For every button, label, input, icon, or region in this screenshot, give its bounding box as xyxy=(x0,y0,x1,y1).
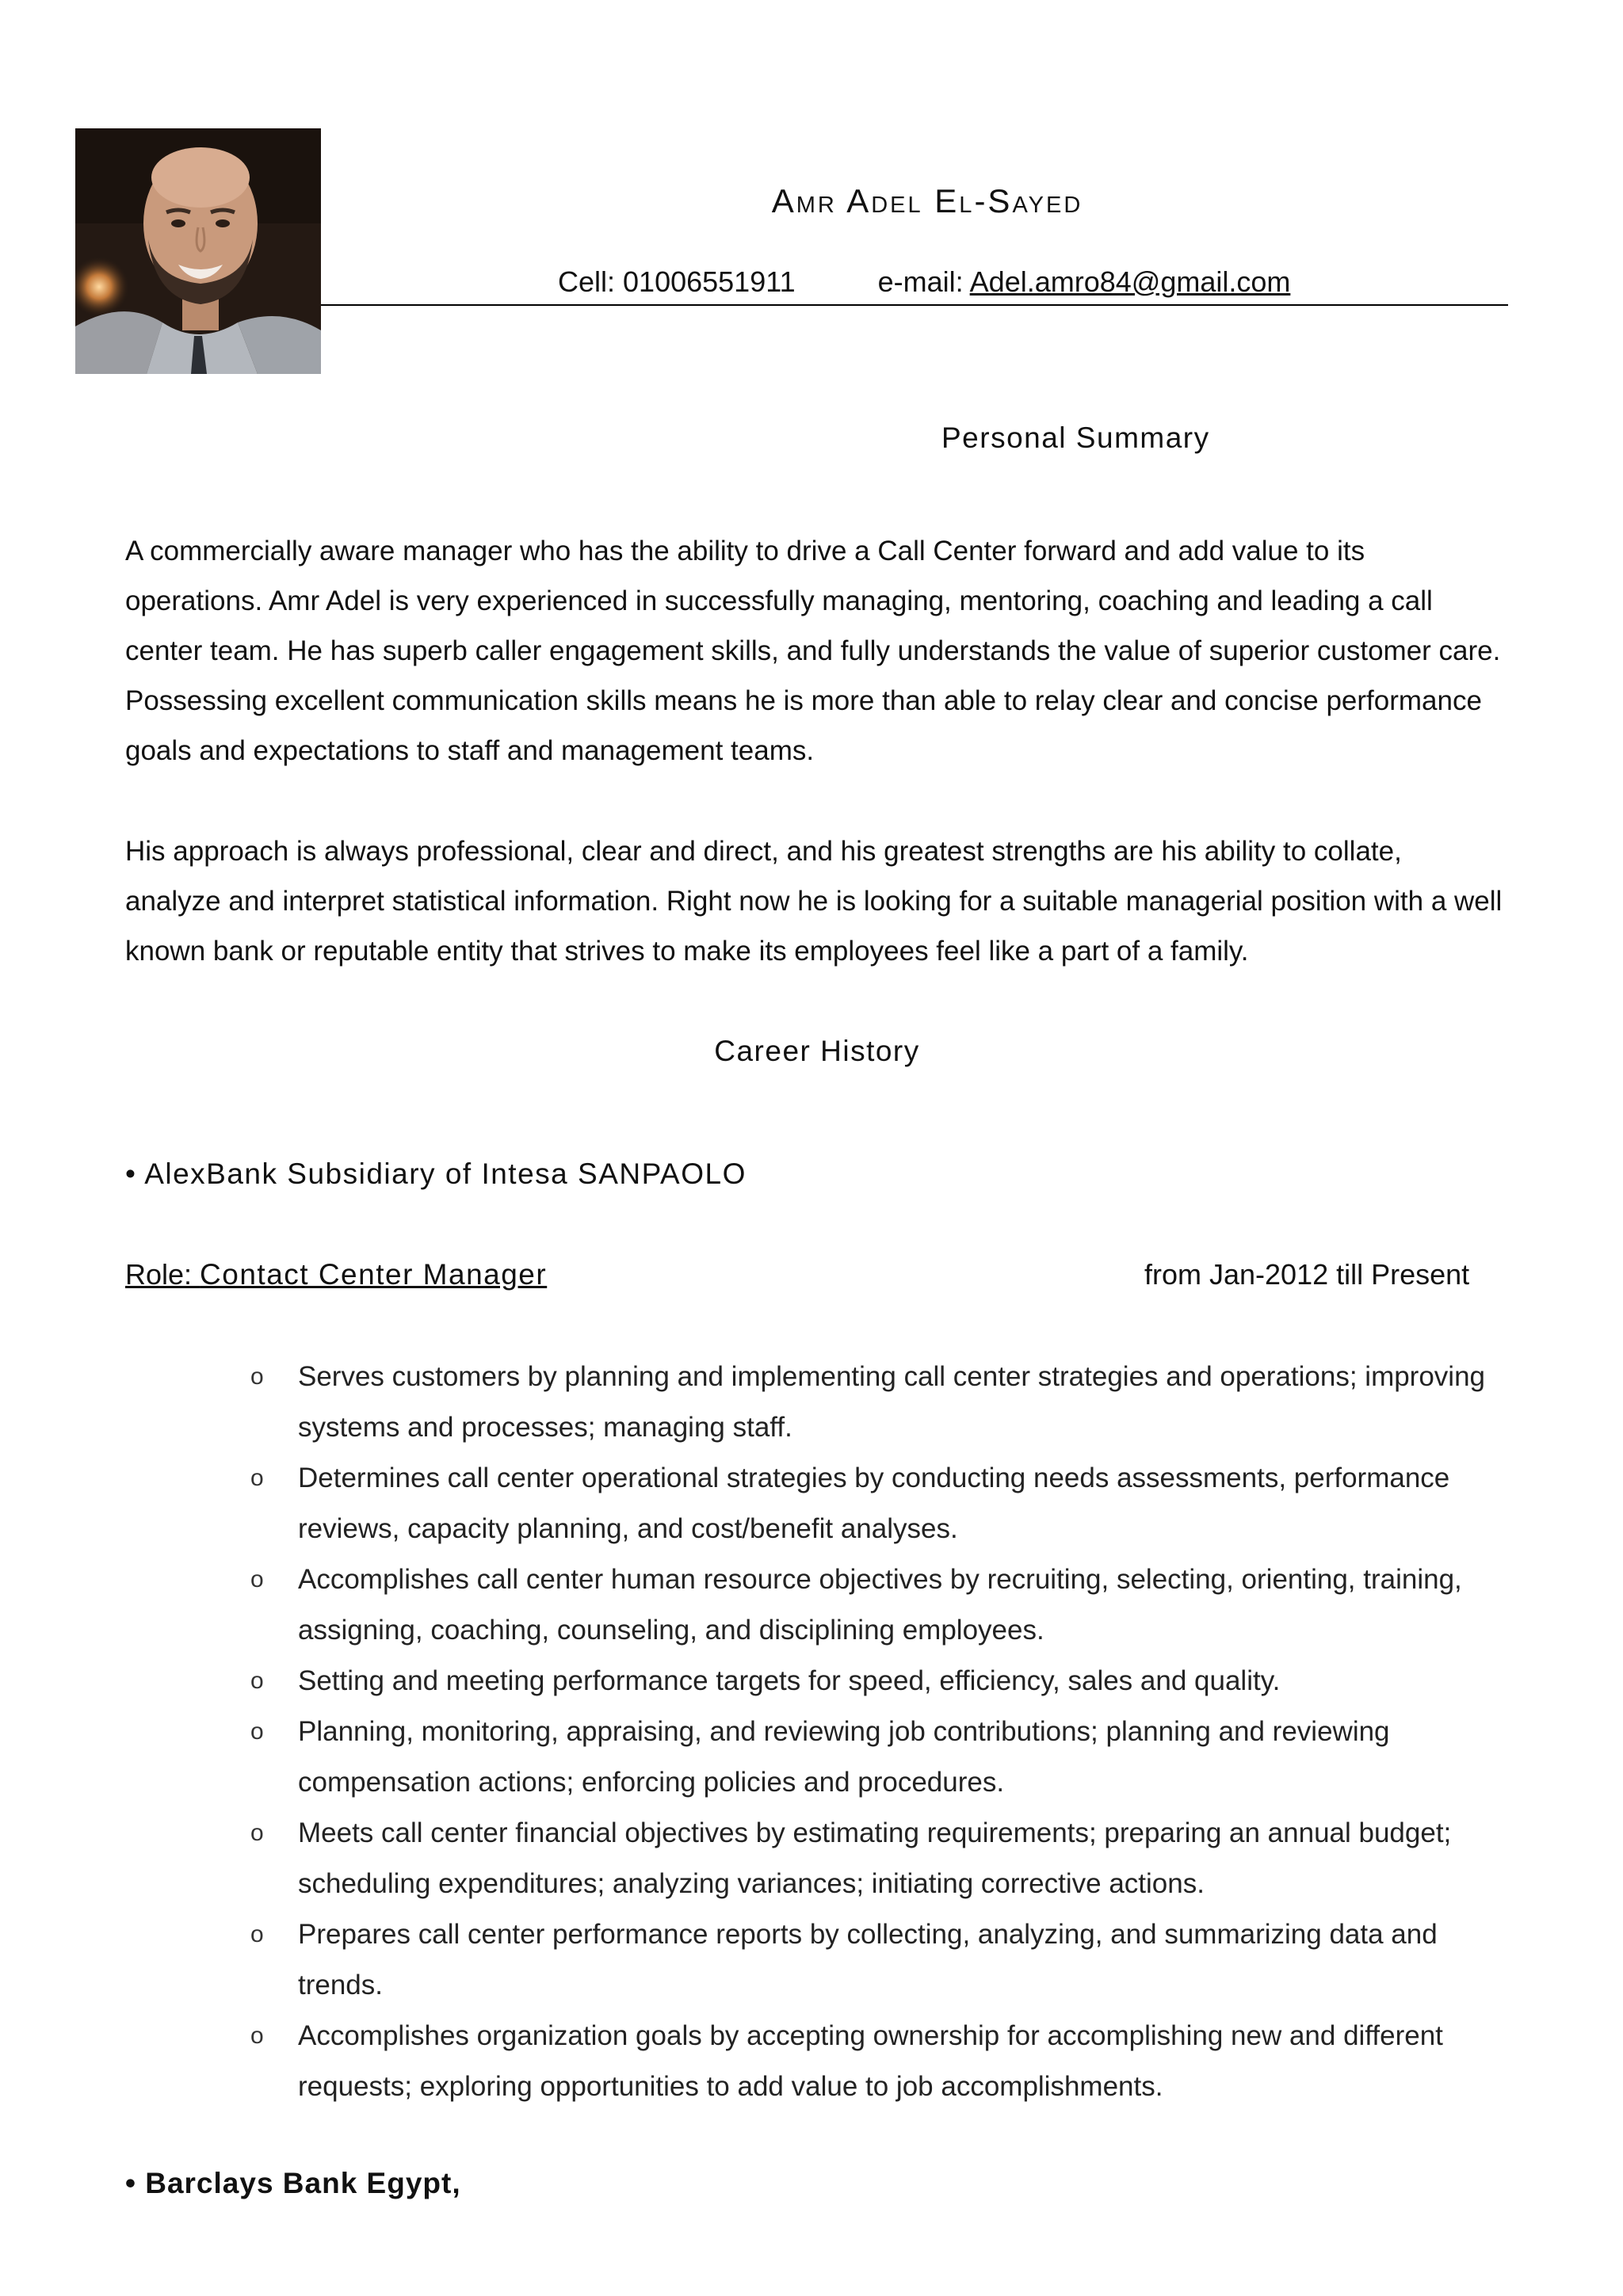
person-portrait-icon xyxy=(75,128,321,374)
circle-bullet-icon: o xyxy=(250,1363,264,1390)
circle-bullet-icon: o xyxy=(250,1820,264,1846)
personal-summary-heading: Personal Summary xyxy=(941,421,1210,454)
role-prefix: Role: xyxy=(125,1258,200,1291)
profile-photo xyxy=(75,128,321,374)
duty-text: Setting and meeting performance targets for speed, efficiency, sales and quality. xyxy=(298,1665,1281,1696)
role-dates: from Jan-2012 till Present xyxy=(1144,1258,1470,1291)
duty-text: Prepares call center performance reports by collecting, analyzing, and summarizing data and trends. xyxy=(298,1919,1438,2000)
header-divider xyxy=(321,304,1508,306)
contact-line xyxy=(558,265,1290,299)
circle-bullet-icon: o xyxy=(250,1921,264,1947)
email-label: e-mail: xyxy=(877,265,970,298)
role-line xyxy=(125,1258,1472,1291)
duty-text: Accomplishes call center human resource objectives by recruiting, selecting, orienting, training, assigning, coaching, counseling, and disciplining employees. xyxy=(298,1564,1462,1646)
duty-text: Determines call center operational strategies by conducting needs assessments, performance reviews, capacity planning, and cost/benefit analyses. xyxy=(298,1463,1450,1544)
circle-bullet-icon: o xyxy=(250,1668,264,1694)
duty-text: Meets call center financial objectives by estimating requirements; preparing an annual budget; scheduling expenditures; analyzing variances; initiating corrective actions. xyxy=(298,1817,1452,1899)
duty-text: Planning, monitoring, appraising, and reviewing job contributions; planning and reviewing compensation actions; enforcing policies and procedures. xyxy=(298,1716,1390,1798)
summary-paragraph-1: A commercially aware manager who has the ability to drive a Call Center forward and add value to its operations. Amr Adel is very experienced in successfully managing, mentoring, coaching and leading a call center team. He has superb caller engagement skills, and fully understands the value of superior customer care. Possessing excellent communication skills means he is more than able to relay clear and concise performance goals and expectations to staff and management teams. xyxy=(125,536,1501,766)
cell-label: Cell: xyxy=(558,265,624,298)
circle-bullet-icon: o xyxy=(250,1465,264,1491)
summary-paragraph-2: His approach is always professional, clear and direct, and his greatest strengths are his ability to collate, analyze and interpret statistical information. Right now he is looking for a suitable managerial position with a well known bank or reputable entity that strives to make its employees feel like a part of a family. xyxy=(125,836,1503,967)
list-item xyxy=(250,1352,1510,1453)
list-item xyxy=(250,1554,1510,1656)
company-alexbank: • AlexBank Subsidiary of Intesa SANPAOLO xyxy=(125,1158,747,1190)
circle-bullet-icon: o xyxy=(250,2023,264,2049)
candidate-name: Amr Adel El-Sayed xyxy=(771,182,1083,219)
duty-text: Serves customers by planning and implementing call center strategies and operations; improving systems and processes; managing staff. xyxy=(298,1361,1486,1443)
career-history-heading: Career History xyxy=(714,1035,920,1067)
list-item xyxy=(250,1808,1510,1909)
list-item xyxy=(250,2011,1510,2112)
role-title: Contact Center Manager xyxy=(200,1258,548,1291)
cell-number: 01006551911 xyxy=(623,265,796,298)
list-item xyxy=(250,1656,1510,1707)
circle-bullet-icon: o xyxy=(250,1718,264,1745)
list-item xyxy=(250,1909,1510,2011)
list-item xyxy=(250,1453,1510,1554)
duties-list xyxy=(250,1352,1510,2112)
email-link[interactable]: Adel.amro84@gmail.com xyxy=(969,265,1291,298)
duty-text: Accomplishes organization goals by accepting ownership for accomplishing new and different requests; exploring opportunities to add value to job accomplishments. xyxy=(298,2020,1443,2102)
company-barclays: • Barclays Bank Egypt, xyxy=(125,2167,461,2199)
circle-bullet-icon: o xyxy=(250,1566,264,1592)
list-item xyxy=(250,1707,1510,1808)
